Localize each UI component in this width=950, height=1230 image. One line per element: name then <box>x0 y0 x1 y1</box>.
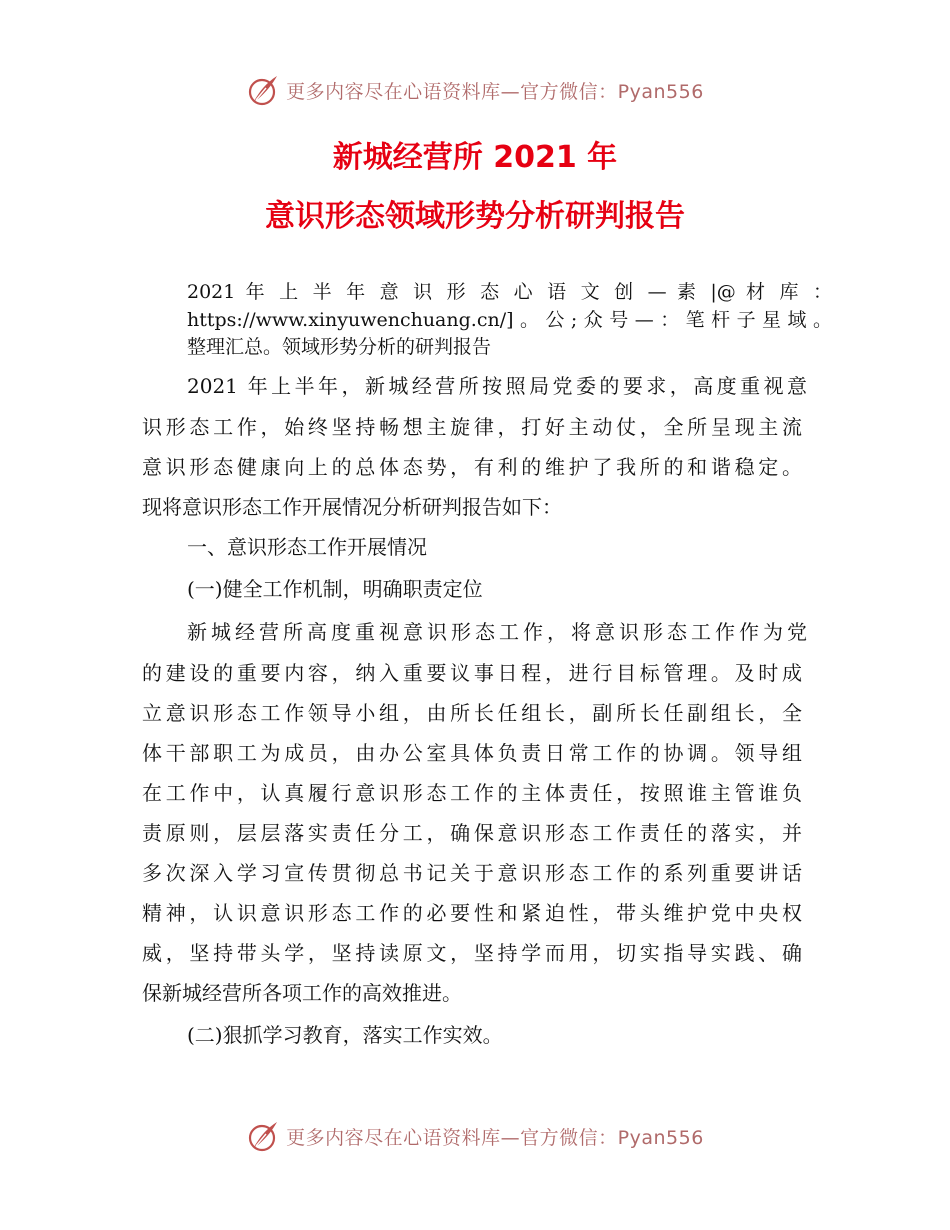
watermark-text: 更多内容尽在心语资料库—官方微信：Pyan556 <box>286 1126 704 1149</box>
body-line: 责原则，层层落实责任分工，确保意识形态工作责任的落实，并 <box>142 821 802 845</box>
body-line: 在工作中，认真履行意识形态工作的主体责任，按照谁主管谁负 <box>142 781 802 805</box>
body-line: 2021 年上半年，新城经营所按照局党委的要求，高度重视意 <box>187 374 807 398</box>
watermark-banner-bottom <box>0 1116 950 1156</box>
document-title-line-2: 意识形态领域形势分析研判报告 <box>265 199 685 234</box>
intro-line: 2021 年 上 半 年 意 识 形 态 心 语 文 创 — 素 |@ 材 库 ： <box>187 281 832 303</box>
intro-line: https://www.xinyuwenchuang.cn/]。公;众号—：笔杆子星域。 <box>187 309 832 331</box>
section-heading: 一、意识形态工作开展情况 <box>187 535 427 559</box>
document-title-line-1: 新城经营所 2021 年 <box>332 140 618 175</box>
quill-pen-logo-icon <box>246 1119 280 1153</box>
body-line: 识形态工作，始终坚持畅想主旋律，打好主动仗，全所呈现主流 <box>142 415 802 439</box>
body-line: 新城经营所高度重视意识形态工作，将意识形态工作作为党 <box>187 620 807 644</box>
body-line: 立意识形态工作领导小组，由所长任组长，副所长任副组长，全 <box>142 701 802 725</box>
body-line: 体干部职工为成员，由办公室具体负责日常工作的协调。领导组 <box>142 741 802 765</box>
body-line: 的建设的重要内容，纳入重要议事日程，进行目标管理。及时成 <box>142 661 802 685</box>
body-line: 威，坚持带头学，坚持读原文，坚持学而用，切实指导实践、确 <box>142 941 802 965</box>
body-line: 精神，认识意识形态工作的必要性和紧迫性，带头维护党中央权 <box>142 901 802 925</box>
intro-line: 整理汇总。领域形势分析的研判报告 <box>187 336 492 358</box>
subsection-heading: (一)健全工作机制，明确职责定位 <box>187 577 483 601</box>
body-line: 保新城经营所各项工作的高效推进。 <box>142 981 462 1005</box>
watermark-text: 更多内容尽在心语资料库—官方微信：Pyan556 <box>286 80 704 103</box>
subsection-heading: (二)狠抓学习教育，落实工作实效。 <box>187 1023 503 1047</box>
body-line: 意识形态健康向上的总体态势，有利的维护了我所的和谐稳定。 <box>142 455 802 479</box>
body-line: 多次深入学习宣传贯彻总书记关于意识形态工作的系列重要讲话 <box>142 861 802 885</box>
quill-pen-logo-icon <box>246 73 280 107</box>
watermark-banner-top <box>0 70 950 110</box>
body-line: 现将意识形态工作开展情况分析研判报告如下： <box>142 495 562 519</box>
